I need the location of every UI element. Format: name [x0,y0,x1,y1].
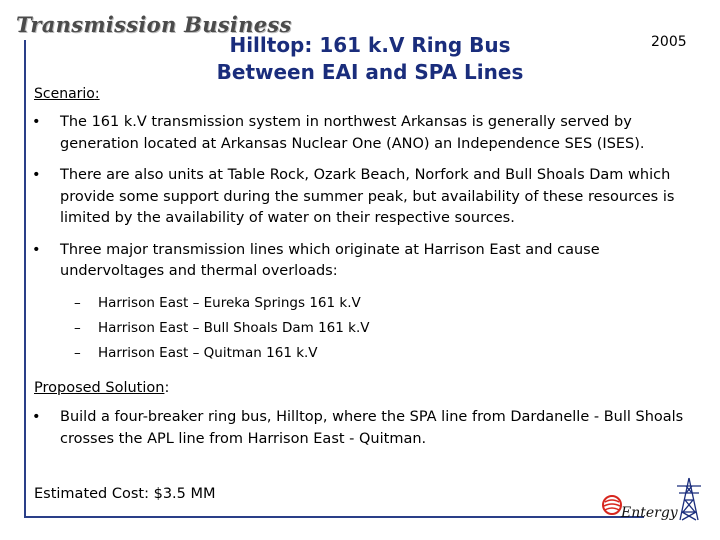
list-item [32,165,692,230]
slide-title-line2: Between EAI and SPA Lines [216,60,524,84]
dash-icon: – [74,344,81,361]
slide-title [190,32,550,86]
proposed-heading: Proposed Solution: [34,380,170,396]
bullet-icon: • [32,409,41,425]
sub-bullet-text: Harrison East – Bull Shoals Dam 161 k.V [98,319,370,336]
estimated-cost: Estimated Cost: $3.5 MM [34,486,216,502]
bullet-text: There are also units at Table Rock, Ozark Beach, Norfork and Bull Shoals Dam which provide some support during the summer peak, but availability of these resources is limited by the availability of water on their respective sources. [60,167,675,226]
slide-title-line1: Hilltop: 161 k.V Ring Bus [229,33,511,57]
year-label: 2005 [651,34,687,50]
slide-border-bottom [24,516,644,518]
bullet-icon: • [32,241,41,258]
proposed-bullet-list [32,407,692,460]
proposed-heading-text: Proposed Solution [34,380,165,396]
slide-border-left [24,40,26,518]
bullet-text: Build a four-breaker ring bus, Hilltop, where the SPA line from Dardanelle - Bull Shoals crosses the APL line from Harrison East - Quitman. [60,409,684,447]
sub-list-item [74,291,692,316]
sub-bullet-list [74,291,692,366]
bullet-icon: • [32,114,41,130]
transmission-tower-icon [674,476,704,522]
bullet-icon: • [32,167,41,183]
list-item [32,240,692,283]
sub-list-item [74,316,692,341]
dash-icon: – [74,294,81,311]
entergy-logo-text: Entergy [621,505,678,521]
scenario-heading-text: Scenario [34,86,95,102]
list-item [32,112,692,155]
bullet-text: The 161 k.V transmission system in northwest Arkansas is generally served by generation located at Arkansas Nuclear One (ANO) an Independence SES (ISES). [60,114,645,152]
scenario-bullet-list [32,112,692,372]
list-item [32,407,692,450]
bullet-text: Three major transmission lines which originate at Harrison East and cause undervoltages and thermal overloads: [60,241,600,279]
sub-list-item [74,341,692,366]
dash-icon: – [74,319,81,336]
scenario-heading: Scenario: [34,86,100,102]
brand-header: Transmission Business [16,12,292,37]
sub-bullet-text: Harrison East – Eureka Springs 161 k.V [98,294,361,311]
sub-bullet-text: Harrison East – Quitman 161 k.V [98,344,318,361]
